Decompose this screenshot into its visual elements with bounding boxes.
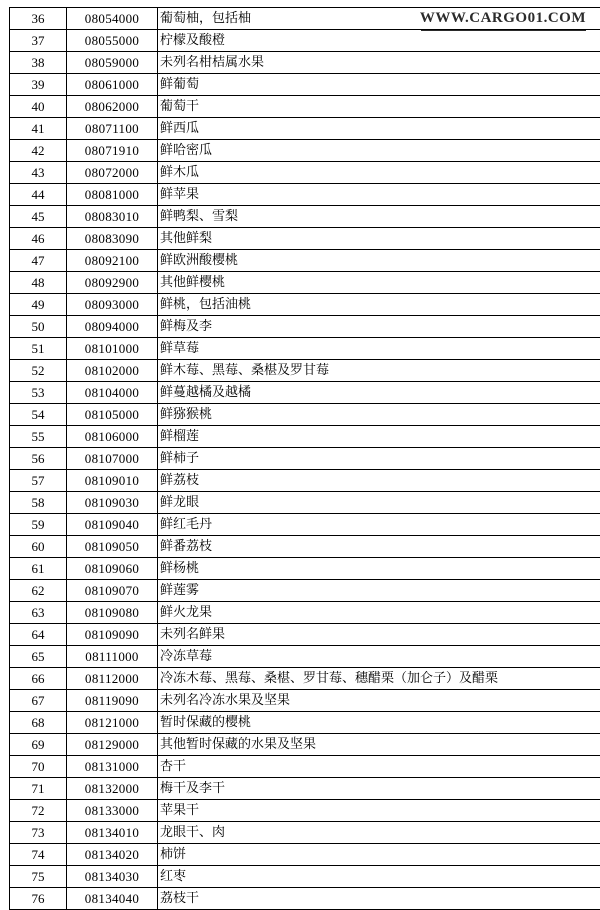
row-index-cell: 64	[10, 624, 67, 646]
commodity-name-cell: 红枣	[158, 866, 600, 888]
commodity-code-cell: 08129000	[67, 734, 158, 756]
row-index-cell: 44	[10, 184, 67, 206]
commodity-name-cell: 鲜木莓、黑莓、桑椹及罗甘莓	[158, 360, 600, 382]
table-row	[10, 624, 600, 646]
row-index-cell: 48	[10, 272, 67, 294]
row-index-cell: 62	[10, 580, 67, 602]
row-index-cell: 74	[10, 844, 67, 866]
commodity-name-cell: 梅干及李干	[158, 778, 600, 800]
commodity-code-cell: 08101000	[67, 338, 158, 360]
row-index-cell: 55	[10, 426, 67, 448]
table-row	[10, 74, 600, 96]
commodity-code-cell: 08119090	[67, 690, 158, 712]
commodity-code-cell: 08054000	[67, 8, 158, 30]
commodity-code-cell: 08133000	[67, 800, 158, 822]
commodity-code-cell: 08134040	[67, 888, 158, 910]
commodity-name-cell: 鲜欧洲酸樱桃	[158, 250, 600, 272]
row-index-cell: 36	[10, 8, 67, 30]
table-row	[10, 690, 600, 712]
commodity-code-cell: 08107000	[67, 448, 158, 470]
commodity-code-cell: 08105000	[67, 404, 158, 426]
row-index-cell: 57	[10, 470, 67, 492]
row-index-cell: 41	[10, 118, 67, 140]
commodity-name-cell: 鲜猕猴桃	[158, 404, 600, 426]
table-row	[10, 668, 600, 690]
commodity-name-cell: 鲜番荔枝	[158, 536, 600, 558]
table-row	[10, 52, 600, 74]
row-index-cell: 75	[10, 866, 67, 888]
table-row	[10, 162, 600, 184]
commodity-code-cell: 08109090	[67, 624, 158, 646]
commodity-name-cell: 鲜木瓜	[158, 162, 600, 184]
commodity-name-cell: 葡萄干	[158, 96, 600, 118]
commodity-code-cell: 08106000	[67, 426, 158, 448]
row-index-cell: 60	[10, 536, 67, 558]
commodity-name-cell: 其他鲜梨	[158, 228, 600, 250]
commodity-code-cell: 08109080	[67, 602, 158, 624]
row-index-cell: 43	[10, 162, 67, 184]
table-row	[10, 206, 600, 228]
table-row	[10, 646, 600, 668]
table-row	[10, 118, 600, 140]
commodity-code-cell: 08092100	[67, 250, 158, 272]
commodity-name-cell: 鲜哈密瓜	[158, 140, 600, 162]
commodity-code-cell: 08134010	[67, 822, 158, 844]
commodity-code-cell: 08055000	[67, 30, 158, 52]
table-row	[10, 360, 600, 382]
table-row	[10, 404, 600, 426]
commodity-name-cell: 鲜红毛丹	[158, 514, 600, 536]
commodity-code-cell: 08112000	[67, 668, 158, 690]
row-index-cell: 45	[10, 206, 67, 228]
row-index-cell: 68	[10, 712, 67, 734]
row-index-cell: 52	[10, 360, 67, 382]
watermark-text: WWW.CARGO01.COM	[420, 10, 586, 27]
commodity-code-cell: 08059000	[67, 52, 158, 74]
table-row	[10, 602, 600, 624]
table-row	[10, 712, 600, 734]
table-row	[10, 228, 600, 250]
row-index-cell: 69	[10, 734, 67, 756]
commodity-name-cell: 柿饼	[158, 844, 600, 866]
row-index-cell: 65	[10, 646, 67, 668]
table-row	[10, 470, 600, 492]
row-index-cell: 66	[10, 668, 67, 690]
commodity-name-cell: 葡萄柚，包括柚	[158, 8, 600, 30]
commodity-name-cell: 鲜柿子	[158, 448, 600, 470]
commodity-name-cell: 鲜桃，包括油桃	[158, 294, 600, 316]
commodity-code-cell: 08132000	[67, 778, 158, 800]
commodity-name-cell: 鲜龙眼	[158, 492, 600, 514]
table-row	[10, 316, 600, 338]
row-index-cell: 63	[10, 602, 67, 624]
commodity-code-cell: 08093000	[67, 294, 158, 316]
table-row	[10, 844, 600, 866]
row-index-cell: 73	[10, 822, 67, 844]
row-index-cell: 37	[10, 30, 67, 52]
table-row	[10, 140, 600, 162]
hs-code-table	[9, 7, 600, 910]
commodity-code-cell: 08094000	[67, 316, 158, 338]
commodity-code-cell: 08092900	[67, 272, 158, 294]
commodity-name-cell: 苹果干	[158, 800, 600, 822]
commodity-name-cell: 其他暂时保藏的水果及坚果	[158, 734, 600, 756]
commodity-name-cell: 鲜荔枝	[158, 470, 600, 492]
table-row	[10, 866, 600, 888]
table-row	[10, 756, 600, 778]
row-index-cell: 54	[10, 404, 67, 426]
table-row	[10, 382, 600, 404]
commodity-name-cell: 冷冻草莓	[158, 646, 600, 668]
commodity-name-cell: 未列名鲜果	[158, 624, 600, 646]
commodity-code-cell: 08072000	[67, 162, 158, 184]
commodity-name-cell: 龙眼干、肉	[158, 822, 600, 844]
row-index-cell: 51	[10, 338, 67, 360]
commodity-name-cell: 鲜榴莲	[158, 426, 600, 448]
table-body	[10, 8, 600, 910]
row-index-cell: 53	[10, 382, 67, 404]
commodity-code-cell: 08109050	[67, 536, 158, 558]
commodity-code-cell: 08109070	[67, 580, 158, 602]
row-index-cell: 76	[10, 888, 67, 910]
commodity-name-cell: 杏干	[158, 756, 600, 778]
table-row	[10, 558, 600, 580]
commodity-name-cell: 其他鲜樱桃	[158, 272, 600, 294]
commodity-code-cell: 08062000	[67, 96, 158, 118]
table-row	[10, 778, 600, 800]
commodity-code-cell: 08102000	[67, 360, 158, 382]
row-index-cell: 47	[10, 250, 67, 272]
row-index-cell: 61	[10, 558, 67, 580]
watermark-underline	[421, 30, 586, 31]
table-row	[10, 426, 600, 448]
commodity-name-cell: 未列名柑桔属水果	[158, 52, 600, 74]
table-row	[10, 580, 600, 602]
commodity-name-cell: 鲜葡萄	[158, 74, 600, 96]
row-index-cell: 67	[10, 690, 67, 712]
table-row	[10, 492, 600, 514]
row-index-cell: 42	[10, 140, 67, 162]
row-index-cell: 49	[10, 294, 67, 316]
row-index-cell: 39	[10, 74, 67, 96]
commodity-code-cell: 08109060	[67, 558, 158, 580]
commodity-code-cell: 08131000	[67, 756, 158, 778]
table-row	[10, 338, 600, 360]
table-row	[10, 30, 600, 52]
commodity-name-cell: 鲜鸭梨、雪梨	[158, 206, 600, 228]
table-row	[10, 888, 600, 910]
commodity-code-cell: 08071910	[67, 140, 158, 162]
commodity-name-cell: 鲜蔓越橘及越橘	[158, 382, 600, 404]
commodity-name-cell: 柠檬及酸橙	[158, 30, 600, 52]
table-row	[10, 250, 600, 272]
commodity-name-cell: 荔枝干	[158, 888, 600, 910]
commodity-code-cell: 08083090	[67, 228, 158, 250]
commodity-name-cell: 暂时保藏的樱桃	[158, 712, 600, 734]
commodity-code-cell: 08134020	[67, 844, 158, 866]
table-row	[10, 734, 600, 756]
commodity-code-cell: 08071100	[67, 118, 158, 140]
commodity-code-cell: 08104000	[67, 382, 158, 404]
row-index-cell: 50	[10, 316, 67, 338]
commodity-name-cell: 鲜西瓜	[158, 118, 600, 140]
row-index-cell: 56	[10, 448, 67, 470]
commodity-code-cell: 08109030	[67, 492, 158, 514]
row-index-cell: 72	[10, 800, 67, 822]
row-index-cell: 59	[10, 514, 67, 536]
commodity-name-cell: 鲜苹果	[158, 184, 600, 206]
table-row	[10, 272, 600, 294]
table-row	[10, 514, 600, 536]
commodity-code-cell: 08061000	[67, 74, 158, 96]
commodity-name-cell: 鲜梅及李	[158, 316, 600, 338]
commodity-name-cell: 冷冻木莓、黑莓、桑椹、罗甘莓、穗醋栗（加仑子）及醋栗	[158, 668, 600, 690]
table-row	[10, 822, 600, 844]
row-index-cell: 58	[10, 492, 67, 514]
row-index-cell: 46	[10, 228, 67, 250]
commodity-name-cell: 鲜火龙果	[158, 602, 600, 624]
commodity-name-cell: 鲜杨桃	[158, 558, 600, 580]
row-index-cell: 71	[10, 778, 67, 800]
commodity-code-cell: 08111000	[67, 646, 158, 668]
commodity-name-cell: 鲜草莓	[158, 338, 600, 360]
table-row	[10, 448, 600, 470]
table-row	[10, 800, 600, 822]
commodity-name-cell: 鲜莲雾	[158, 580, 600, 602]
commodity-code-cell: 08121000	[67, 712, 158, 734]
table-row	[10, 536, 600, 558]
commodity-code-cell: 08109040	[67, 514, 158, 536]
row-index-cell: 70	[10, 756, 67, 778]
commodity-name-cell: 未列名冷冻水果及坚果	[158, 690, 600, 712]
row-index-cell: 40	[10, 96, 67, 118]
table-row	[10, 184, 600, 206]
commodity-code-cell: 08083010	[67, 206, 158, 228]
table-row	[10, 294, 600, 316]
table-row	[10, 96, 600, 118]
commodity-code-cell: 08134030	[67, 866, 158, 888]
commodity-code-cell: 08109010	[67, 470, 158, 492]
row-index-cell: 38	[10, 52, 67, 74]
commodity-code-cell: 08081000	[67, 184, 158, 206]
